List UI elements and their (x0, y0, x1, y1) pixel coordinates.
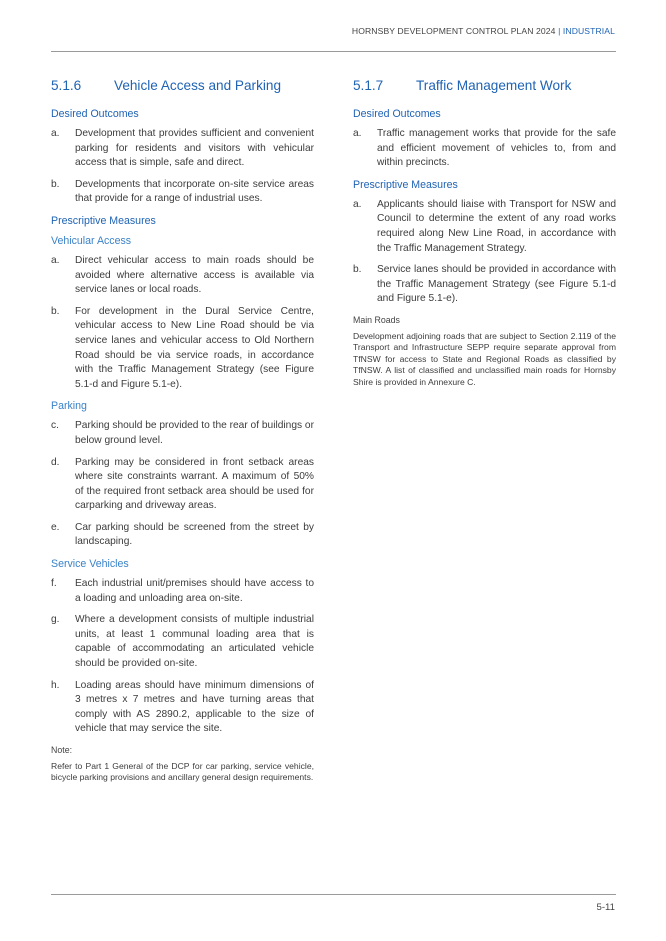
section-heading-517 (353, 78, 616, 96)
list-item (51, 178, 314, 207)
vehicular-access-heading: Vehicular Access (51, 234, 132, 247)
list-item (51, 419, 314, 448)
item-letter: b. (51, 305, 60, 317)
list-item (51, 679, 314, 737)
section-heading-516 (51, 78, 314, 96)
item-letter: g. (51, 614, 60, 626)
item-letter: h. (51, 679, 60, 691)
main-roads-heading: Main Roads (353, 314, 400, 325)
item-text: For development in the Dural Service Centre, vehicular access to New Line Road should be via service lanes and vehicular access to Old Northern Road should be via service roads, in accordance with the Traffic Management Strategy (see Figure 5.1-d and Figure 5.1-e). (75, 305, 314, 390)
footer-rule (51, 894, 616, 895)
item-letter: a. (353, 128, 362, 139)
list-item (51, 254, 314, 298)
item-text: Applicants should liaise with Transport for NSW and Council to determine the extent of any road works required along New Line Road, in accordance with the Traffic Management Strategy. (377, 198, 616, 254)
header-title: HORNSBY DEVELOPMENT CONTROL PLAN 2024 (351, 26, 556, 36)
service-vehicles-heading: Service Vehicles (51, 558, 129, 571)
item-text: Service lanes should be provided in accordance with the Traffic Management Strategy (see Figure 5.1-d and Figure 5.1-e). (377, 264, 616, 305)
prescriptive-measures-heading: Prescriptive Measures (51, 214, 156, 227)
item-letter: d. (51, 456, 60, 468)
item-text: Traffic management works that provide for the safe and efficient movement of vehicles to, from and within precincts. (377, 128, 616, 169)
running-header (352, 26, 615, 36)
item-text: Development that provides sufficient and convenient parking for residents and visitors with vehicular access that is simple, safe and direct. (75, 128, 314, 169)
header-rule (51, 51, 616, 52)
list-item (51, 521, 314, 550)
list-item (51, 577, 314, 606)
list-item (353, 127, 616, 171)
left-column (51, 78, 314, 790)
item-text: Loading areas should have minimum dimensions of 3 metres x 7 metres and have turning areas that comply with AS 2890.2, applicable to the size of vehicle that may service the site. (75, 679, 314, 735)
list-item (353, 263, 616, 307)
item-text: Direct vehicular access to main roads should be avoided where alternative access is available via service lanes or local roads. (75, 254, 314, 296)
page-number: 5-11 (596, 902, 615, 913)
list-item (353, 198, 616, 256)
note-label: Note: (51, 745, 73, 755)
item-letter: f. (51, 578, 57, 590)
item-text: Where a development consists of multiple industrial units, at least 1 communal loading area that is capable of accommodating an articulated vehicle should be provided on-site. (75, 614, 314, 670)
main-roads-text: Development adjoining roads that are subject to Section 2.119 of the Transport and Infrastructure SEPP require separate approval from TfNSW for access to State and Regional Roads as classified by TfNSW. A list of classified and unclassified main roads for Hornsby Shire is provided in Annexure C. (353, 330, 616, 387)
section-title: Traffic Management Work (416, 78, 572, 93)
item-letter: a. (51, 128, 60, 139)
note-text: Refer to Part 1 General of the DCP for car parking, service vehicle, bicycle parking provisions and ancillary general design requirements. (51, 761, 314, 783)
list-item (51, 456, 314, 514)
item-letter: e. (51, 521, 60, 533)
prescriptive-measures-heading: Prescriptive Measures (353, 178, 458, 191)
list-item (51, 613, 314, 671)
item-letter: a. (353, 198, 362, 210)
right-column (353, 78, 616, 394)
section-title: Vehicle Access and Parking (114, 78, 282, 93)
item-text: Developments that incorporate on-site service areas that provide for a range of industrial uses. (75, 178, 314, 205)
item-letter: a. (51, 254, 60, 266)
section-number: 5.1.6 (51, 78, 82, 93)
parking-heading: Parking (51, 400, 87, 413)
header-section: INDUSTRIAL (562, 26, 615, 36)
item-text: Parking should be provided to the rear of buildings or below ground level. (75, 420, 314, 446)
item-letter: c. (51, 420, 59, 432)
list-item (51, 305, 314, 393)
section-number: 5.1.7 (353, 78, 384, 93)
desired-outcomes-heading: Desired Outcomes (353, 108, 441, 120)
item-letter: b. (51, 178, 60, 190)
header-separator: | (558, 26, 561, 36)
item-text: Parking may be considered in front setback areas where site constraints warrant. A maximum of 50% of the required front setback area should be used for carparking and driveway areas. (75, 456, 314, 512)
list-item (51, 127, 314, 171)
item-text: Car parking should be screened from the street by landscaping. (75, 521, 314, 548)
item-letter: b. (353, 264, 362, 276)
item-text: Each industrial unit/premises should have access to a loading and unloading area on-site. (75, 578, 314, 604)
desired-outcomes-heading: Desired Outcomes (51, 108, 139, 120)
